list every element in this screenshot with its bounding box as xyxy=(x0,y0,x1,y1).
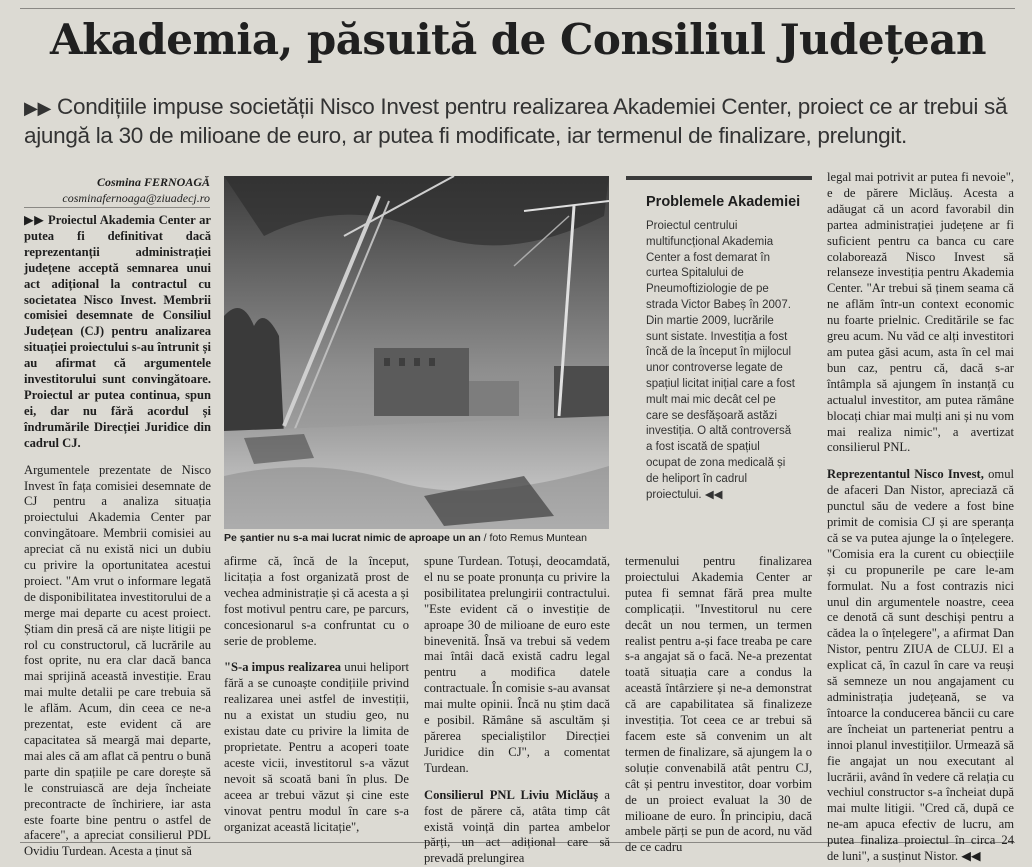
intro-text: ▶▶ Proiectul Akademia Center ar putea fi definitivat dacă reprezentanții administrației județene acceptă semnarea unui act adițional la contractul cu societatea Nisco Invest. Membrii comisiei desemnate de Consiliul Județean (CJ) pentru analizarea situației proiectului s-au întrunit și au afirmat că argumentele investitorului sunt convingătoare. Proiectul ar putea continua, spun ei, dar nu fără acordul și îndrumările Direcției Juridice din cadrul CJ. xyxy=(24,213,211,450)
column-2 xyxy=(224,554,409,835)
intro-paragraph xyxy=(24,213,211,452)
author-email: cosminafernoaga@ziuadecj.ro xyxy=(62,191,210,205)
author-name: Cosmina FERNOAGĂ xyxy=(96,175,210,189)
sidebar-text-block xyxy=(646,219,796,503)
column-1 xyxy=(24,213,211,860)
headline: Akademia, păsuită de Consiliul Județean xyxy=(50,15,986,64)
photo-credit: / foto Remus Muntean xyxy=(483,532,587,544)
lead-paragraph xyxy=(24,93,1014,150)
column-5-paragraph-1: legal mai potrivit ar putea fi nevoie", e de părere Miclăuș. Acesta a adăugat că un acord favorabil din partea administrației județene ar fi suficient pentru ca banca cu care colaborează Nisco Invest să relanseze investiția pentru Akademia Center. "Ar trebui să ținem seama că ne aflăm într-un context economic nu foarte prielnic. Creditările se fac greu acum. Nu văd ce alți investitori am putea găsi acum, asta în cel mai bun caz, pentru că, dacă s-ar întâmpla să ajungem în instanță cu actualul investitor, am putea rămâne blocați chiar mai mulți ani și nu vom mai realiza nimic", a avertizat consilierul PNL. xyxy=(827,170,1014,455)
byline-rule xyxy=(24,207,210,208)
top-rule xyxy=(20,8,1015,9)
lead-text: Condițiile impuse societății Nisco Invest pentru realizarea Akademiei Center, proiect ce ar trebui să ajungă la 30 de milioane de euro, ar putea fi modificate, iar termenul de finalizare, prelungit. xyxy=(24,94,1008,148)
column-2-paragraph-2-lead: "S-a impus realizarea xyxy=(224,660,342,675)
column-4 xyxy=(625,554,812,856)
byline xyxy=(24,174,210,206)
sidebar-end-icon: ◀◀ xyxy=(704,488,723,501)
column-3-paragraph-2-text: a fost de părere că, atâta timp cât există voință din partea ambelor părți, un act adițional care să prevadă prelungirea xyxy=(424,787,610,866)
construction-site-photo xyxy=(224,176,609,529)
body-paragraph-1: Argumentele prezentate de Nisco Invest în fața comisiei desemnate de CJ pentru a analiza situația proiectului Akademia Center par convingătoare. Membrii comisiei au apreciat că nu există nici un dubiu cu privire la oportunitatea acestui proiect. "Am vrut o informare legată de disponibilitatea investitorului de a merge mai departe cu acest proiect. Știam din presă că are niște litigii pe rol cu constructorul, că lucrările au fost oprite, nu era clar dacă banca mai sprijină această investiție. Erau mai multe detalii pe care trebuia să le aflăm. Acum, din ceea ce ne-a prezentat, este evident că are capacitatea să meargă mai departe, mai ales că am aflat că pentru o bună parte din spațiile pe care dorește să le construiască are deja încheiate precontracte de închiriere, iar asta este foarte bine pentru o astfel de afacere", a apreciat consilierul PDL Ovidiu Turdean. Acesta a ținut să xyxy=(24,462,211,859)
sidebar-title: Problemele Akademiei xyxy=(646,194,801,210)
column-5 xyxy=(827,170,1014,865)
column-3 xyxy=(424,554,610,867)
column-5-paragraph-2-text: omul de afaceri Dan Nistor, apreciază că punctul său de vedere a fost bine primit de comisia CJ și are speranța că se va putea ajunge la o înțelegere. "Comisia era la curent cu obiecțiile și cu propunerile pe care le-am formulat. Nu a fost contrazis nici unul din argumentele noastre, ceea ce denotă că sunt deschiși pentru a cădea la o înțelegere", a afirmat Dan Nistor, pentru ZIUA de CLUJ. El a explicat că, în cazul în care va reuși să semneze un nou angajament cu administrația județeană, se va întoarce la conducerea băncii cu care are încheiat un parteneriat pentru a innoi planul investițiilor. Urmează să fie angajat un nou executant al lucrării, având în vedere că relația cu vechiul constructor s-a încheiat după mai multe litigii. "Cred că, după ce ne-am apuca efectiv de lucru, am putea finaliza proiectul în circa 24 de luni", a susținut Nistor. xyxy=(827,467,1014,864)
column-5-paragraph-2 xyxy=(827,467,1014,865)
column-2-paragraph-2 xyxy=(224,660,409,835)
column-3-paragraph-2 xyxy=(424,788,610,867)
article-end-icon: ◀◀ xyxy=(961,849,981,864)
column-5-paragraph-2-lead: Reprezentantul Nisco Invest, xyxy=(827,467,984,482)
caption-text: Pe șantier nu s-a mai lucrat nimic de aproape un an xyxy=(224,532,481,544)
column-3-paragraph-1: spune Turdean. Totuși, deocamdată, el nu se poate pronunța cu privire la posibilitatea prelungirii contractului. "Este evident că o investiție de aproape 30 de milioane de euro este binevenită. Însă va trebui să vedem mai întâi dacă există cadru legal pentru a modifica datele contractuale. În comisie s-au avansat mai multe opinii. Încă nu știm dacă e posibil. Rămâne să ascultăm și părerea specialiștilor Direcției Juridice din CJ", a comentat Turdean. xyxy=(424,554,610,775)
column-2-paragraph-2-text: unui heliport fără a se cunoaște condițiile privind realizarea unei astfel de investiții, nu a existat un studiu geo, nu existau date cu privire la limita de proprietate. Pentru a acoperi toate aceste vicii, investitorul s-a văzut nevoit să scoată bani în plus. De aceea ar trebui văzut și cine este vinovat pentru modul în care s-a organizat această licitație", xyxy=(224,660,409,834)
construction-site-image xyxy=(224,176,609,529)
column-4-paragraph-1: termenului pentru finalizarea proiectului Akademia Center ar putea fi semnat fără prea multe complicații. "Investitorul nu cere decât un nou termen, un termen realist pentru a-și face treaba pe care s-a angajat să o facă. Ne-a prezentat toată situația care a condus la această întârziere și ne-a demonstrat că are capabilitatea să finalizeze investiția. Tot ceea ce ar trebui să facem este să convenim un alt termen de finalizare, să ajungem la o soluție convenabilă atât pentru CJ, cât și pentru investitor, doar vorbim de un proiect evaluat la 30 de milioane de euro. În principiu, dacă ambele părți se pun de acord, nu văd de ce cadru xyxy=(625,554,812,855)
sidebar-text: Proiectul centrului multifuncțional Akademia Center a fost demarat în curtea Spitalului de Pneumoftiziologie de pe strada Victor Babeș în 2007. Din martie 2009, lucrările sunt sistate. Investiția a fost încă de la început în mijlocul unor controverse legate de spațiul licitat inițial care a fost mult mai mic decât cel pe care se desfășoară astăzi investiția. O altă controversă a fost iscată de spațiul ocupat de zona medicală și de heliport în cadrul proiectului. xyxy=(646,220,795,501)
lead-arrows-icon: ▶▶ xyxy=(24,98,52,118)
photo-caption xyxy=(224,529,609,547)
column-3-paragraph-2-lead: Consilierul PNL Liviu Miclăuș xyxy=(424,787,599,802)
sidebar-box xyxy=(626,176,812,532)
column-2-paragraph-1: afirme că, încă de la început, licitația a fost organizată prost de vechea administrație și că acesta a și fost motivul pentru care, pe parcurs, concesionarul s-a confruntat cu o serie de probleme. xyxy=(224,554,409,648)
